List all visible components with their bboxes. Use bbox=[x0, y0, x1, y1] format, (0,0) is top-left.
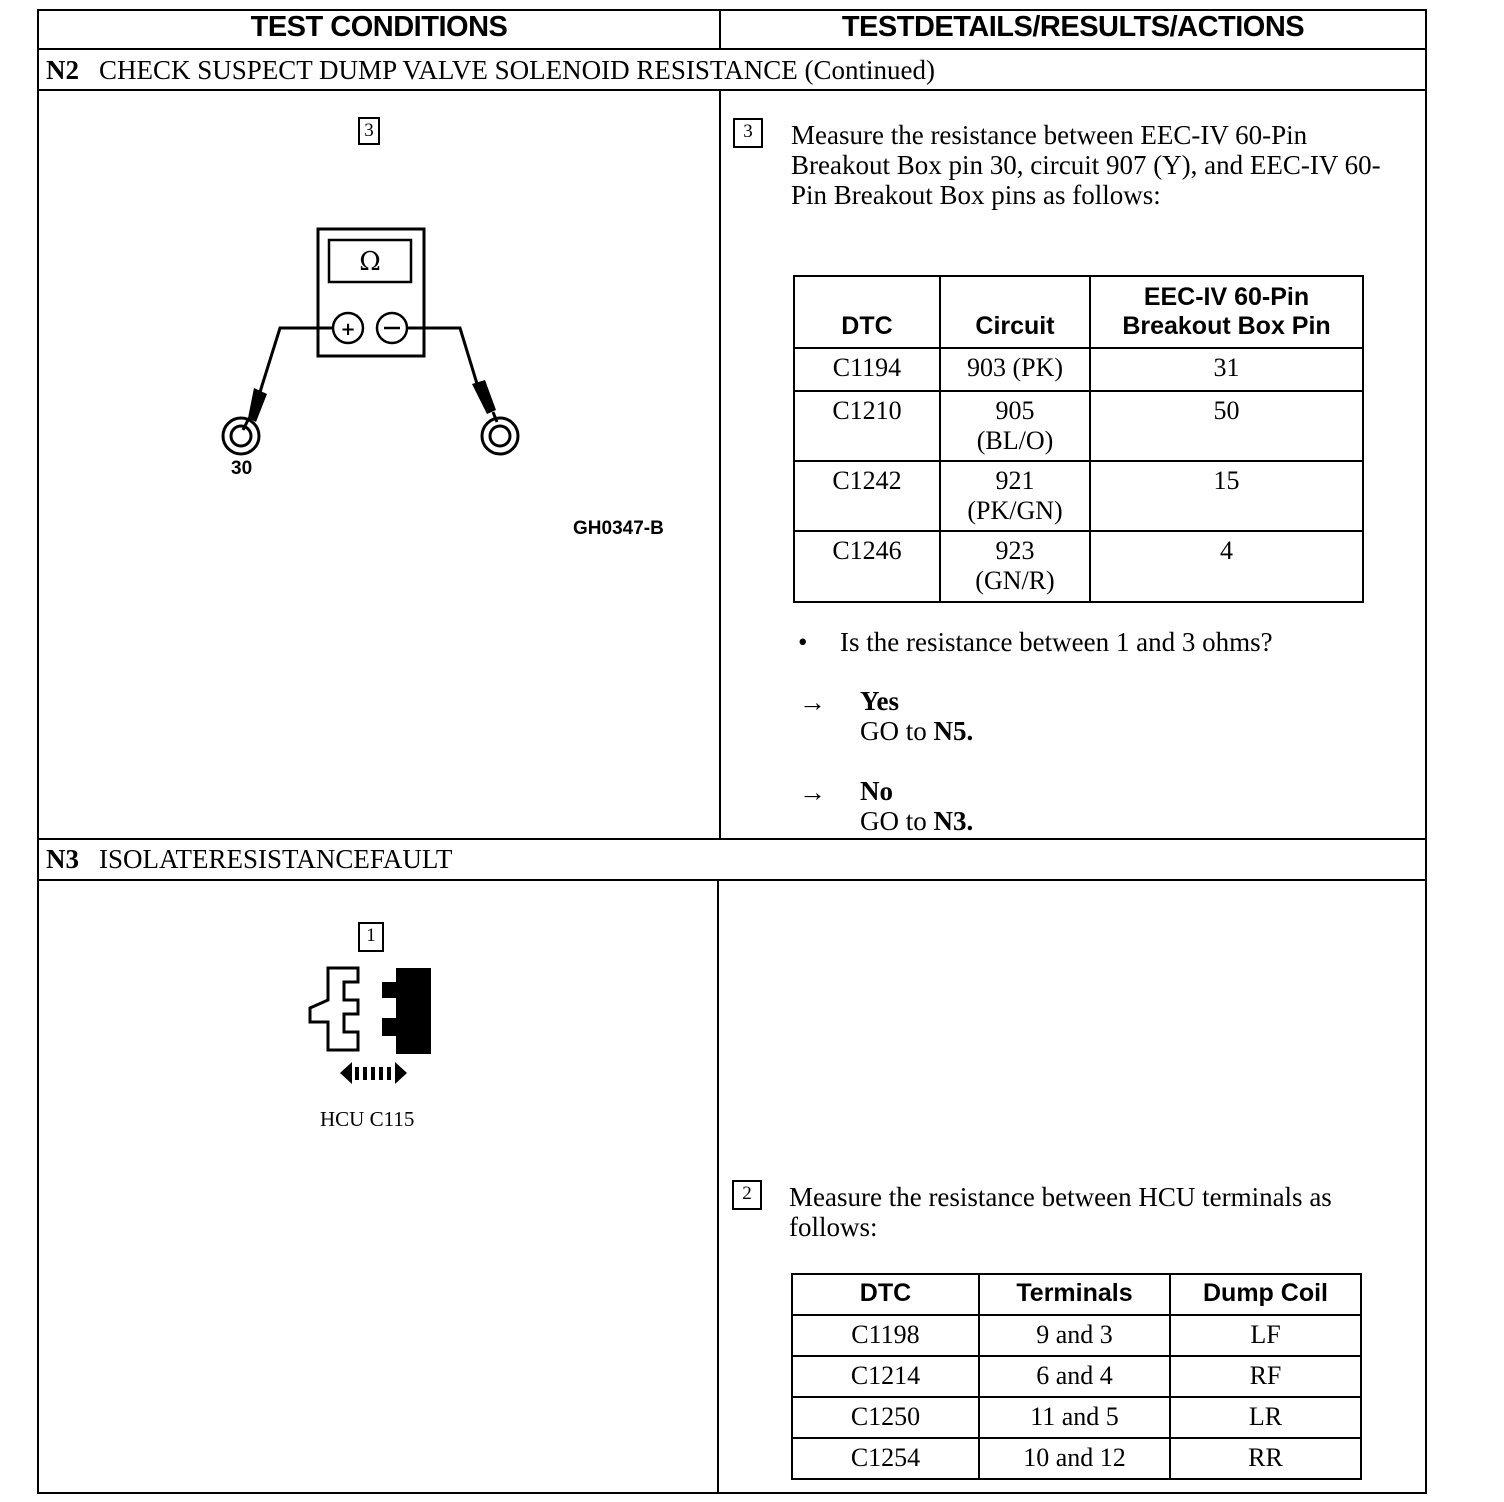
pin-30-label: 30 bbox=[231, 458, 253, 479]
table-row bbox=[794, 391, 1363, 461]
table-header-row bbox=[794, 276, 1363, 348]
no-action bbox=[860, 806, 973, 836]
col-header-circuit: Circuit bbox=[940, 276, 1090, 348]
n2-instruction: Measure the resistance between EEC-IV 60-Pin Breakout Box pin 30, circuit 907 (Y), and EEC-IV 60-Pin Breakout Box pins as follows: bbox=[791, 120, 1381, 210]
cell-pin: 50 bbox=[1090, 391, 1363, 461]
table-row bbox=[792, 1356, 1361, 1397]
cell-circuit-l2: (PK/GN) bbox=[967, 496, 1063, 525]
cell-dtc: C1194 bbox=[794, 348, 940, 391]
figure-id: GH0347-B bbox=[573, 518, 664, 539]
cell-dtc: C1210 bbox=[794, 391, 940, 461]
yes-target: N5. bbox=[933, 716, 974, 746]
yes-action-text: GO to bbox=[860, 716, 934, 746]
cell-pin: 15 bbox=[1090, 461, 1363, 531]
cell-circuit-l2: (BL/O) bbox=[976, 426, 1054, 455]
ohmmeter-icon bbox=[210, 222, 540, 472]
yes-arrow-icon: → bbox=[799, 687, 826, 717]
cell-coil: LR bbox=[1170, 1397, 1361, 1438]
n2-title: CHECK SUSPECT DUMP VALVE SOLENOID RESISTANCE (Continued) bbox=[99, 55, 935, 85]
n2-step-box: 3 bbox=[733, 118, 763, 148]
table-row bbox=[794, 531, 1363, 602]
cell-coil: RR bbox=[1170, 1438, 1361, 1479]
column-divider-n3 bbox=[717, 879, 719, 1493]
cell-coil: RF bbox=[1170, 1356, 1361, 1397]
column-divider-n2 bbox=[719, 89, 721, 840]
yes-action bbox=[860, 716, 973, 746]
n3-instruction: Measure the resistance between HCU terminals as follows: bbox=[789, 1182, 1332, 1242]
table-row bbox=[794, 348, 1363, 391]
no-target: N3. bbox=[933, 806, 974, 836]
col-header-pin-l1: EEC-IV 60-Pin bbox=[1143, 283, 1310, 311]
cell-terminals: 11 and 5 bbox=[979, 1397, 1170, 1438]
ohm-symbol: Ω bbox=[359, 247, 381, 277]
cell-circuit-l1: 905 bbox=[995, 396, 1035, 425]
col-header-pin-l2: Breakout Box Pin bbox=[1122, 312, 1331, 340]
col-header-terminals: Terminals bbox=[979, 1274, 1170, 1315]
no-answer: No bbox=[860, 776, 893, 806]
n3-code: N3 bbox=[46, 844, 79, 874]
cell-circuit-l2: (GN/R) bbox=[975, 566, 1055, 595]
col-header-dump-coil: Dump Coil bbox=[1170, 1274, 1361, 1315]
n2-question: Is the resistance between 1 and 3 ohms? bbox=[840, 627, 1273, 657]
col-header-dtc: DTC bbox=[792, 1274, 979, 1315]
cell-coil: LF bbox=[1170, 1315, 1361, 1356]
n2-section-title bbox=[46, 55, 935, 86]
cell-dtc: C1214 bbox=[792, 1356, 979, 1397]
header-test-details: TESTDETAILS/RESULTS/ACTIONS bbox=[841, 11, 1305, 43]
table-row bbox=[792, 1438, 1361, 1479]
header-rule bbox=[37, 48, 1427, 50]
n3-figure-step-box: 1 bbox=[358, 922, 384, 952]
cell-circuit bbox=[940, 391, 1090, 461]
n2-resistance-table bbox=[793, 275, 1364, 603]
n3-title: ISOLATERESISTANCEFAULT bbox=[99, 844, 453, 874]
cell-terminals: 9 and 3 bbox=[979, 1315, 1170, 1356]
cell-dtc: C1254 bbox=[792, 1438, 979, 1479]
cell-terminals: 10 and 12 bbox=[979, 1438, 1170, 1479]
cell-pin: 4 bbox=[1090, 531, 1363, 602]
table-header-row bbox=[792, 1274, 1361, 1315]
n2-title-rule bbox=[37, 89, 1427, 91]
n3-step-box: 2 bbox=[732, 1180, 762, 1210]
cell-dtc: C1250 bbox=[792, 1397, 979, 1438]
table-row bbox=[792, 1397, 1361, 1438]
cell-circuit: 903 (PK) bbox=[940, 348, 1090, 391]
plus-terminal: + bbox=[340, 319, 356, 340]
n3-section-title bbox=[46, 844, 452, 875]
bullet-icon: • bbox=[798, 627, 808, 657]
no-action-text: GO to bbox=[860, 806, 934, 836]
hcu-connector-label: HCU C115 bbox=[320, 1107, 415, 1131]
cell-circuit bbox=[940, 531, 1090, 602]
cell-dtc: C1198 bbox=[792, 1315, 979, 1356]
n3-title-rule bbox=[37, 879, 1427, 881]
connector-disconnect-icon bbox=[300, 960, 440, 1090]
cell-terminals: 6 and 4 bbox=[979, 1356, 1170, 1397]
col-header-pin bbox=[1090, 276, 1363, 348]
table-row bbox=[792, 1315, 1361, 1356]
header-test-conditions: TEST CONDITIONS bbox=[250, 11, 508, 43]
cell-circuit-l1: 921 bbox=[995, 466, 1035, 495]
cell-circuit-l1: 923 bbox=[995, 536, 1035, 565]
table-row bbox=[794, 461, 1363, 531]
no-arrow-icon: → bbox=[799, 777, 826, 807]
cell-dtc: C1242 bbox=[794, 461, 940, 531]
cell-pin: 31 bbox=[1090, 348, 1363, 391]
n3-resistance-table bbox=[791, 1273, 1362, 1480]
n2-code: N2 bbox=[46, 55, 79, 85]
cell-circuit bbox=[940, 461, 1090, 531]
cell-dtc: C1246 bbox=[794, 531, 940, 602]
col-header-dtc: DTC bbox=[794, 276, 940, 348]
n2-figure-step-box: 3 bbox=[358, 117, 380, 145]
n3-top-rule bbox=[37, 838, 1427, 840]
yes-answer: Yes bbox=[860, 686, 899, 716]
